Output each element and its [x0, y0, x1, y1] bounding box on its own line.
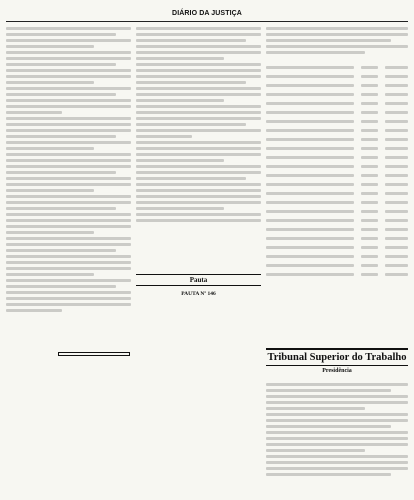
pauta-subtitle: PAUTA Nº 146	[181, 291, 216, 297]
tribunal-heading: Tribunal Superior do Trabalho	[266, 348, 408, 366]
pauta-heading: Pauta	[136, 274, 261, 286]
column-3-lower	[266, 380, 408, 479]
column-2	[136, 24, 261, 225]
column-3-lower-text	[266, 383, 408, 476]
presidencia-heading: Presidência	[322, 368, 352, 374]
column-3	[266, 24, 408, 57]
column-3-intro	[266, 27, 408, 54]
column-2-text	[136, 27, 261, 222]
column-1	[6, 24, 131, 315]
column-1-text	[6, 27, 131, 312]
page-header	[6, 5, 408, 22]
publication-title: DIÁRIO DA JUSTIÇA	[172, 9, 242, 17]
column-3-table	[266, 60, 408, 280]
atos-heading	[58, 352, 130, 356]
